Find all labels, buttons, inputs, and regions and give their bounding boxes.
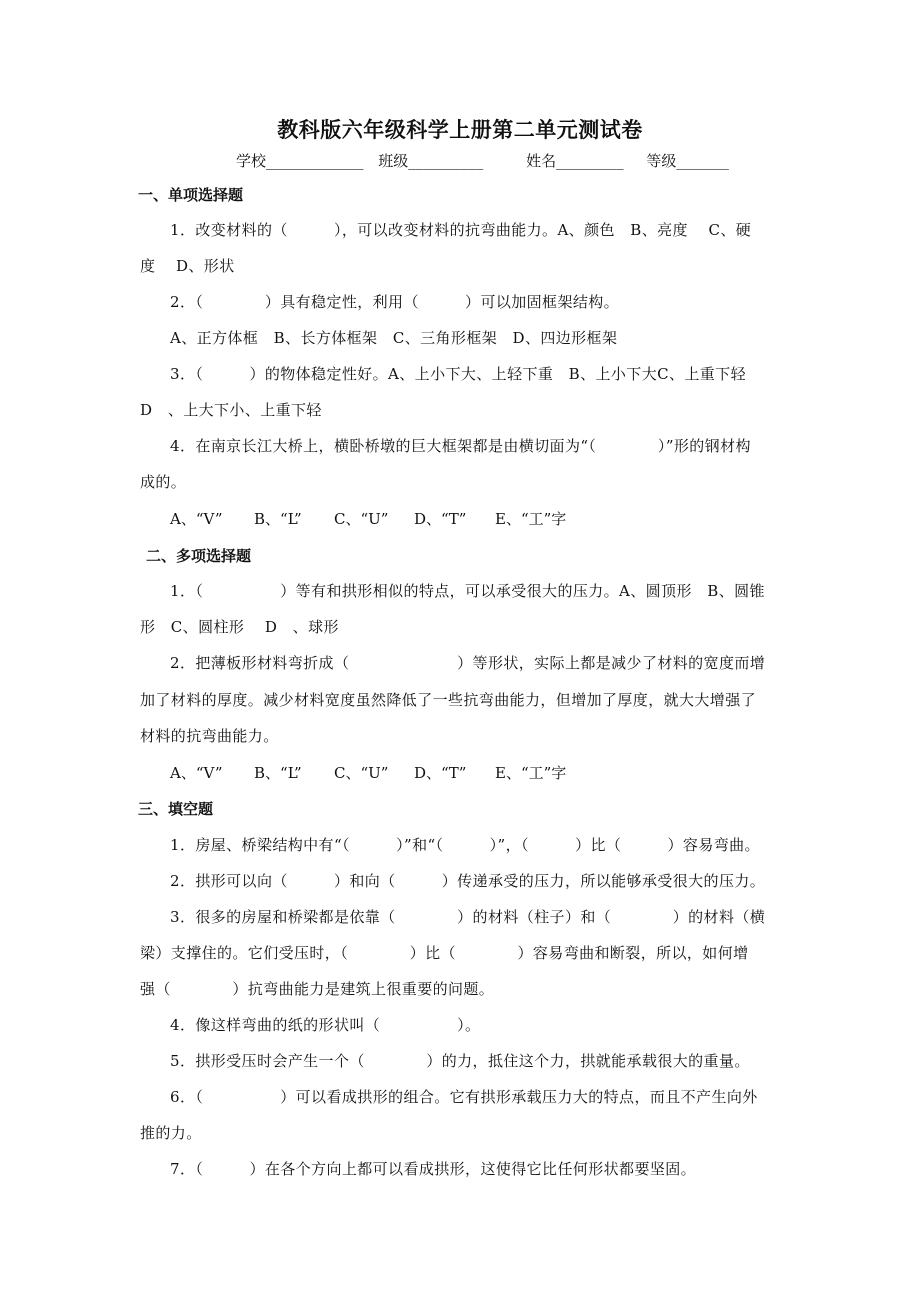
question-line: 3．很多的房屋和桥梁都是依靠（ ）的材料（柱子）和（ ）的材料（横: [170, 908, 766, 926]
option-a: A、“V”: [170, 764, 223, 782]
question-line: 7．（ ）在各个方向上都可以看成拱形，这使得它比任何形状都要坚固。: [170, 1160, 697, 1178]
section-heading-multiple-choice: 二、多项选择题: [146, 547, 252, 565]
question-line: 4．像这样弯曲的纸的形状叫（ ）。: [170, 1016, 481, 1034]
question-line: 1．（ ）等有和拱形相似的特点，可以承受很大的压力。A、圆顶形 B、圆锥: [170, 582, 765, 600]
question-line: 梁）支撑住的。它们受压时，（ ）比（ ）容易弯曲和断裂，所以，如何增: [140, 944, 749, 962]
question-line: 3．（ ）的物体稳定性好。A、上小下大、上轻下重 B、上小下大C、上重下轻: [170, 365, 746, 383]
school-field: 学校_____________: [236, 152, 364, 170]
question-line: 2．把薄板形材料弯折成（ ）等形状，实际上都是减少了材料的宽度而增: [170, 654, 766, 672]
question-line: 6．（ ）可以看成拱形的组合。它有拱形承载压力大的特点，而且不产生向外: [170, 1088, 758, 1106]
option-e: E、“工”字: [495, 510, 567, 528]
question-line: 形 C、圆柱形 D 、球形: [140, 618, 339, 636]
page-title: 教科版六年级科学上册第二单元测试卷: [277, 118, 643, 142]
question-line: 1．改变材料的（ ），可以改变材料的抗弯曲能力。A、颜色 B、亮度 C、硬: [170, 221, 752, 239]
question-line: 4．在南京长江大桥上，横卧桥墩的巨大框架都是由横切面为“（ ）”形的钢材构: [170, 437, 751, 455]
question-line: 度 D、形状: [140, 257, 235, 275]
question-line: 1．房屋、桥梁结构中有“（ ）”和“（ ）”，（ ）比（ ）容易弯曲。: [170, 836, 760, 854]
option-d: D、“T”: [414, 764, 467, 782]
class-field: 班级__________: [378, 152, 484, 170]
question-line: 成的。: [140, 473, 187, 491]
question-line: 加了材料的厚度。减少材料宽度虽然降低了一些抗弯曲能力，但增加了厚度，就大大增强了: [140, 691, 757, 709]
question-line: 2．（ ）具有稳定性，利用（ ）可以加固框架结构。: [170, 293, 620, 311]
question-line: 2．拱形可以向（ ）和向（ ）传递承受的压力，所以能够承受很大的压力。: [170, 872, 766, 890]
option-a: A、“V”: [170, 510, 223, 528]
name-field: 姓名_________: [526, 152, 624, 170]
option-d: D、“T”: [414, 510, 467, 528]
option-b: B、“L”: [254, 510, 302, 528]
question-line: 强（ ）抗弯曲能力是建筑上很重要的问题。: [140, 980, 495, 998]
question-line: 5．拱形受压时会产生一个（ ）的力，抵住这个力，拱就能承载很大的重量。: [170, 1052, 750, 1070]
question-line: 材料的抗弯曲能力。: [140, 727, 279, 745]
question-line: A、正方体框 B、长方体框架 C、三角形框架 D、四边形框架: [170, 329, 618, 347]
option-c: C、“U”: [334, 510, 389, 528]
section-heading-fill-in: 三、填空题: [138, 800, 214, 818]
section-heading-single-choice: 一、单项选择题: [138, 186, 244, 204]
question-line: 推的力。: [140, 1124, 202, 1142]
question-line: D 、上大下小、上重下轻: [140, 401, 322, 419]
option-c: C、“U”: [334, 764, 389, 782]
student-info-row: [236, 150, 796, 171]
grade-field: 等级_______: [646, 152, 729, 170]
option-b: B、“L”: [254, 764, 302, 782]
option-e: E、“工”字: [495, 764, 567, 782]
